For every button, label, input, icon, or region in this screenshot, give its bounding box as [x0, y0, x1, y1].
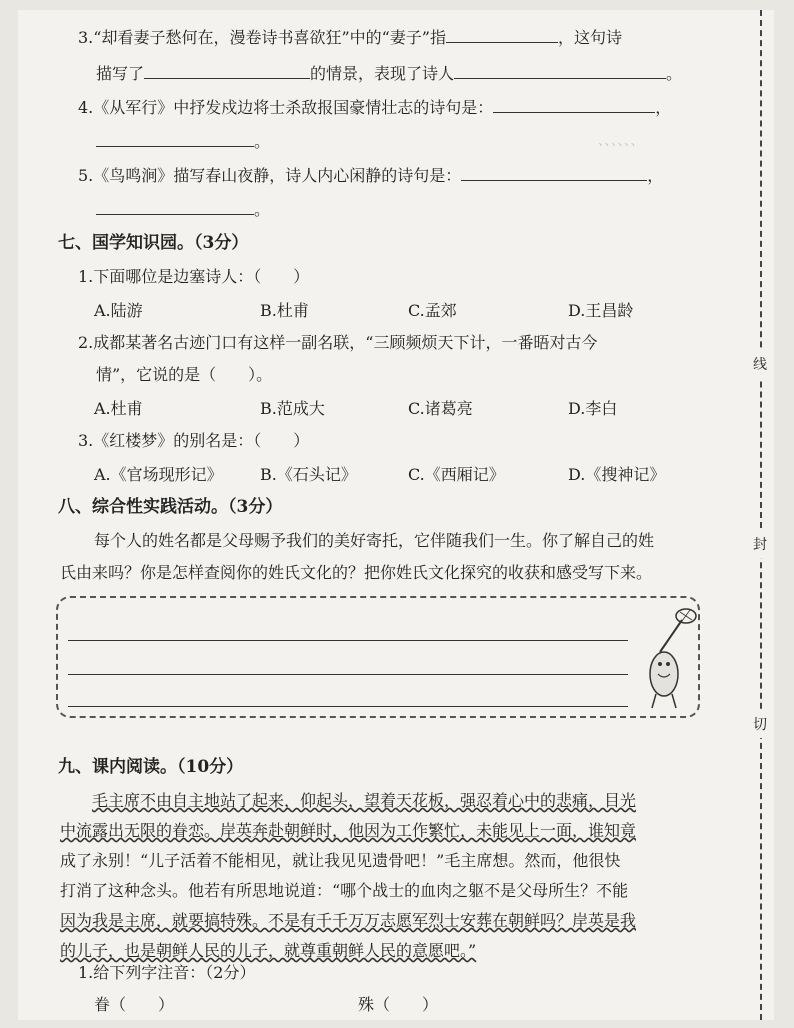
question-5-text-2: ，	[647, 166, 664, 185]
option-d[interactable]: D.李白	[568, 399, 618, 418]
question-5-text-3: 。	[254, 200, 271, 219]
cut-label-line: 线	[753, 350, 767, 378]
section-9-title: 九、课内阅读。（10分）	[58, 757, 244, 777]
option-d[interactable]: D.《搜神记》	[568, 465, 666, 484]
question-3-text-5: 。	[666, 64, 683, 83]
section-8-title: 八、综合性实践活动。（3分）	[58, 497, 283, 517]
option-c[interactable]: C.诸葛亮	[408, 399, 473, 418]
option-b[interactable]: B.范成大	[260, 399, 325, 418]
cut-label-seal: 封	[753, 530, 767, 558]
reading-passage	[60, 786, 710, 966]
passage-line-text: 因为我是主席，就要搞特殊。不是有千千万万志愿军烈士安葬在朝鲜吗？岸英是我	[60, 911, 637, 930]
exam-paper	[18, 10, 774, 1020]
question-4-text-3: 。	[254, 132, 271, 151]
writing-line[interactable]	[68, 706, 628, 707]
cut-label-cut: 切	[753, 710, 767, 738]
question-5-line-2	[96, 198, 270, 221]
option-d[interactable]: D.王昌龄	[568, 301, 634, 320]
question-4-line-2	[96, 130, 270, 153]
question-5-line-1	[78, 164, 663, 187]
question-4-line-1	[78, 96, 671, 119]
bleed-through-text: 、、、、、、	[598, 134, 644, 149]
answer-blank[interactable]	[461, 164, 647, 181]
answer-blank[interactable]	[493, 96, 655, 113]
writing-line[interactable]	[68, 674, 628, 675]
answer-blank[interactable]	[96, 130, 254, 147]
question-4-text: 4.《从军行》中抒发戍边将士杀敌报国豪情壮志的诗句是：	[78, 98, 494, 117]
question-3-text-4: 的情景，表现了诗人	[310, 64, 455, 83]
passage-line	[60, 816, 710, 846]
option-a[interactable]: A.杜甫	[94, 399, 143, 418]
section-7-title: 七、国学知识园。（3分）	[58, 233, 249, 253]
option-c[interactable]: C.孟郊	[408, 301, 457, 320]
answer-blank[interactable]	[446, 26, 558, 43]
option-a[interactable]: A.陆游	[94, 301, 143, 320]
answer-blank[interactable]	[144, 62, 310, 79]
passage-line-text: 的儿子，也是朝鲜人民的儿子，就尊重朝鲜人民的意愿吧。”	[60, 941, 477, 960]
passage-line	[60, 786, 710, 816]
section-7-question-2-line-1: 2.成都某著名古迹门口有这样一副名联，“三顾频烦天下计，一番晤对古今	[78, 333, 598, 352]
passage-line-text: 成了永别！“儿子活着不能相见，就让我见见遗骨吧！”毛主席想。然而，他很快	[60, 851, 621, 870]
question-3-text-2: ，这句诗	[558, 28, 623, 47]
answer-blank[interactable]	[454, 62, 666, 79]
cartoon-figure-with-net-icon	[642, 604, 698, 712]
option-c[interactable]: C.《西厢记》	[408, 465, 505, 484]
question-3-line-2	[96, 62, 682, 85]
passage-line-text: 中流露出无限的眷恋。岸英奔赴朝鲜时，他因为工作繁忙，未能见上一面，谁知竟	[60, 821, 637, 840]
question-3-text-3: 描写了	[96, 64, 145, 83]
answer-blank[interactable]	[96, 198, 254, 215]
pinyin-blank-2[interactable]: 殊（ ）	[358, 995, 439, 1014]
section-9-question-1: 1.给下列字注音：（2分）	[78, 963, 256, 982]
section-8-paragraph-line-1: 每个人的姓名都是父母赐予我们的美好寄托，它伴随我们一生。你了解自己的姓	[94, 531, 655, 550]
pinyin-blank-1[interactable]: 眷（ ）	[94, 995, 175, 1014]
question-4-text-2: ，	[655, 98, 672, 117]
option-b[interactable]: B.《石头记》	[260, 465, 357, 484]
option-a[interactable]: A.《官场现形记》	[94, 465, 223, 484]
passage-line	[60, 876, 710, 906]
passage-line-text: 毛主席不由自主地站了起来，仰起头，望着天花板，强忍着心中的悲痛，目光	[92, 791, 637, 810]
section-7-question-1: 1.下面哪位是边塞诗人：（ ）	[78, 267, 310, 286]
section-7-question-2-line-2: 情”，它说的是（ ）。	[96, 365, 273, 384]
section-8-paragraph-line-2: 氏由来吗？你是怎样查阅你的姓氏文化的？把你姓氏文化探究的收获和感受写下来。	[60, 563, 653, 582]
passage-line	[60, 906, 710, 936]
section-7-question-3: 3.《红楼梦》的别名是：（ ）	[78, 431, 310, 450]
question-5-text: 5.《鸟鸣涧》描写春山夜静，诗人内心闲静的诗句是：	[78, 166, 462, 185]
question-3-text: 3.“却看妻子愁何在，漫卷诗书喜欲狂”中的“妻子”指	[78, 28, 446, 47]
passage-line	[60, 846, 710, 876]
option-b[interactable]: B.杜甫	[260, 301, 309, 320]
writing-area[interactable]	[56, 596, 700, 718]
writing-line[interactable]	[68, 640, 628, 641]
question-3-line-1	[78, 26, 622, 49]
cut-line	[760, 10, 762, 1020]
passage-line-text: 打消了这种念头。他若有所思地说道：“哪个战士的血肉之躯不是父母所生？不能	[60, 881, 629, 900]
